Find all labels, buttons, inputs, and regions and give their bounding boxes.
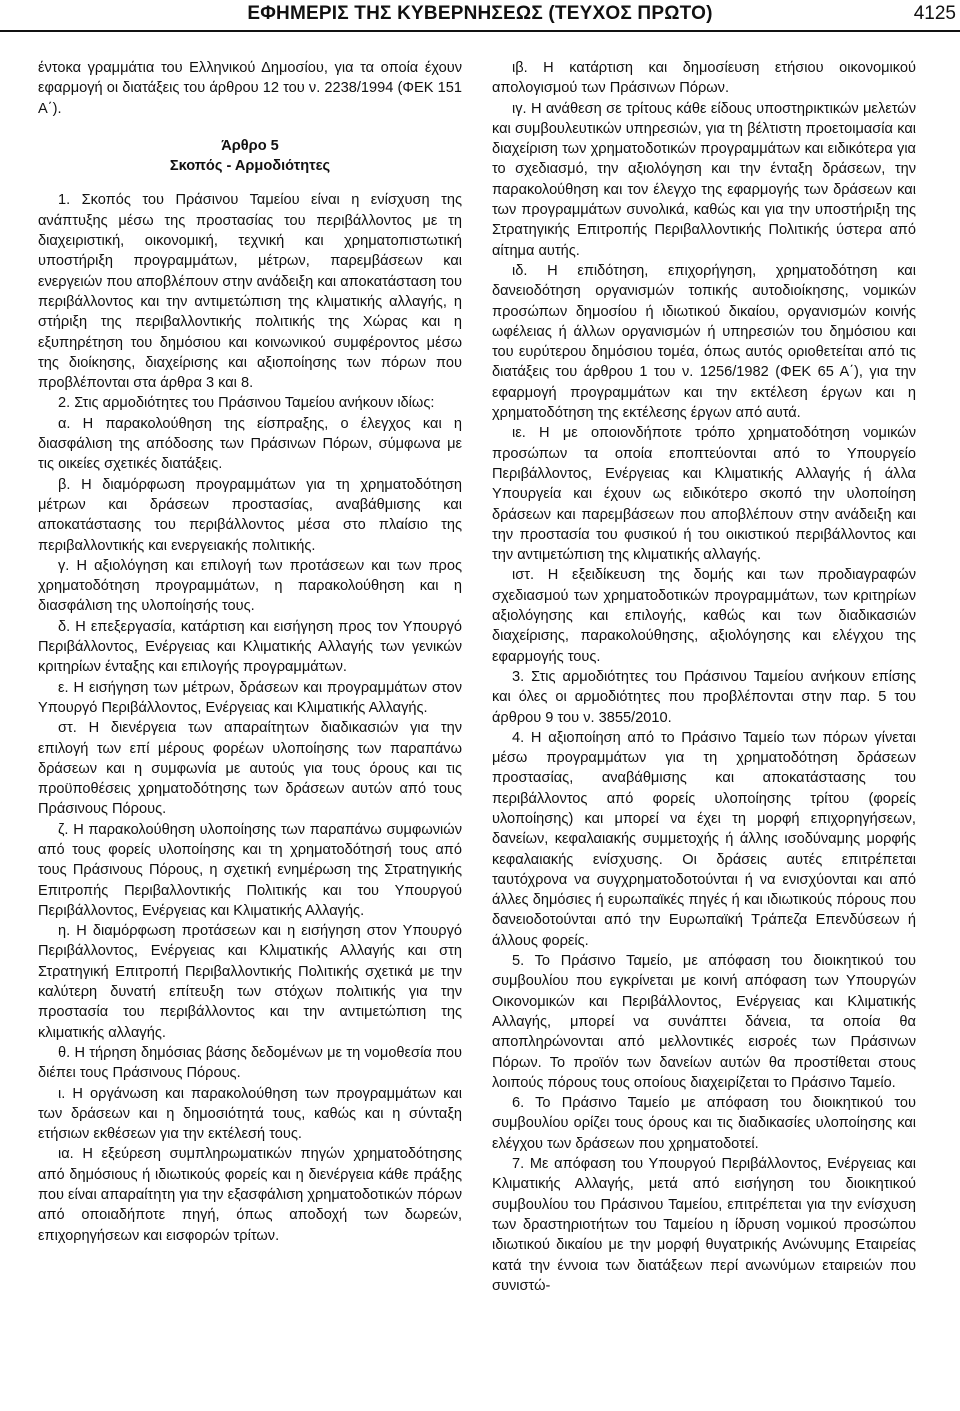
paragraph: δ. Η επεξεργασία, κατάρτιση και εισήγηση προς τον Υπουργό Περιβάλλοντος, Ενέργειας και Κλιματικής Αλλαγής των γενικών κριτηρίων ένταξης και επιλογής προγραμμάτων.: [38, 618, 462, 676]
paragraph: 4. Η αξιοποίηση από το Πράσινο Ταμείο των πόρων γίνεται μέσω προγραμμάτων για τη χρηματοδότηση δράσεων προστασίας, αναβάθμισης και αποκατάστασης του περιβάλλοντος από φορείς υλοποίησης τρίτου (φορείς υλοποίησης) και μπορεί να έχει τη μορφή επιχορηγήσεων, δανείων, κεφαλαιακής συμμετοχής ή άλλης ισοδύναμης μορφής κεφαλαιακής ενίσχυσης. Οι δράσεις αυτές επιτρέπεται ταυτόχρονα να συγχρηματοδοτούνται ή να ενισχύονται και από άλλες δημόσιες ή ευρωπαϊκές πηγές ή και ιδιωτικούς πόρους που δανειοδοτούνται από την Ευρωπαϊκή Τράπεζα Επενδύσεων ή άλλους φορείς.: [492, 729, 916, 949]
paragraph: στ. Η διενέργεια των απαραίτητων διαδικασιών για την επιλογή των επί μέρους φορέων υλοποίησης των παραπάνω δράσεων και η συμφωνία με αυτούς για τους όρους και τις προϋποθέσεις χρηματοδότησης των δράσεων αυτών από τους Πράσινους Πόρους.: [38, 720, 462, 818]
paragraph: 5. Το Πράσινο Ταμείο, με απόφαση του διοικητικού του συμβουλίου που εγκρίνεται με κοινή απόφαση των Υπουργών Οικονομικών και Περιβάλλοντος, Ενέργειας και Κλιματικής Αλλαγής, μπορεί να συνάπτει δάνεια, τα οποία θα αποπληρώνονται από μελλοντικές εισροές των Πράσινων Πόρων. Το προϊόν των δανείων αυτών θα προστίθεται στους λοιπούς πόρους τους οποίους διαχειρίζεται το Πράσινο Ταμείο.: [492, 953, 916, 1091]
paragraph: 3. Στις αρμοδιότητες του Πράσινου Ταμείου ανήκουν επίσης και όλες οι αρμοδιότητες που προβλέπονται στην παρ. 5 του άρθρου 9 του ν. 3855/2010.: [492, 668, 916, 726]
paragraph: θ. Η τήρηση δημόσιας βάσης δεδομένων με τη νομοθεσία που διέπει τους Πράσινους Πόρους.: [38, 1044, 462, 1082]
intro-paragraph: έντοκα γραμμάτια του Ελληνικού Δημοσίου, για τα οποία έχουν εφαρμογή οι διατάξεις του άρθρου 12 του ν. 2238/1994 (ΦΕΚ 151 Α΄).: [38, 60, 462, 117]
article-subtitle: Σκοπός - Αρμοδιότητες: [169, 158, 331, 175]
paragraph: ι. Η οργάνωση και παρακολούθηση των προγραμμάτων και των δράσεων και η δημοσιότητά τους, καθώς και η σύνταξη ετήσιων εκθέσεων για την εκτέλεσή τους.: [38, 1085, 462, 1143]
paragraph: ζ. Η παρακολούθηση υλοποίησης των παραπάνω συμφωνιών από τους φορείς υλοποίησης και τη χρηματοδότησή τους από τους Πράσινους Πόρους, η σχετική ενημέρωση της Στρατηγικής Επιτροπής Περιβαλλοντικής Πολιτικής και του Υπουργού Περιβάλλοντος, Ενέργειας και Κλιματικής Αλλαγής.: [38, 821, 462, 919]
paragraph: ιβ. Η κατάρτιση και δημοσίευση ετήσιου οικονομικού απολογισμού των Πράσινων Πόρων.: [492, 60, 916, 97]
gazette-title: ΕΦΗΜΕΡΙΣ ΤΗΣ ΚΥΒΕΡΝΗΣΕΩΣ (ΤΕΥΧΟΣ ΠΡΩΤΟ): [247, 3, 713, 24]
paragraph: ιδ. Η επιδότηση, επιχορήγηση, χρηματοδότηση και δανειοδότηση οργανισμών τοπικής αυτοδιοίκησης, νομικών προσώπων δημοσίου ή ιδιωτικού δικαίου, οργανισμών κοινής ωφέλειας ή άλλων οργανισμών ή υπηρεσιών του δημόσιου και του ευρύτερου δημόσιου τομέα, όπως αυτός οριοθετείται από τις διατάξεις του άρθρου 1 του ν. 1256/1982 (ΦΕΚ 65 Α΄), για την εφαρμογή προγραμμάτων και την εκτέλεση έργων και η χρηματοδότηση της εκτέλεσης έργων από αυτά.: [492, 262, 916, 422]
page-number: 4125: [913, 3, 956, 24]
page-header: [0, 0, 960, 28]
paragraph: ιγ. Η ανάθεση σε τρίτους κάθε είδους υποστηρικτικών μελετών και συμβουλευτικών υπηρεσιών, για τη βέλτιστη προετοιμασία και διαχείριση των χρηματοδοτικών προγραμμάτων και ειδικότερα για το σχεδιασμό, την αξιολόγηση και την ένταξη δράσεων, την παρακολούθηση και τον έλεγχο της εφαρμογής των δράσεων και των προγραμμάτων συνολικά, καθώς και για την υποστήριξη της Στρατηγικής Επιτροπής Περιβαλλοντικής Πολιτικής ύστερα από αίτημα αυτής.: [492, 100, 916, 259]
paragraph: ε. Η εισήγηση των μέτρων, δράσεων και προγραμμάτων στον Υπουργό Περιβάλλοντος, Ενέργειας και Κλιματικής Αλλαγής.: [38, 679, 462, 716]
paragraph: ιε. Η με οποιονδήποτε τρόπο χρηματοδότηση νομικών προσώπων τα οποία εποπτεύονται από το Υπουργείο Περιβάλλοντος, Ενέργειας και Κλιματικής Αλλαγής ή άλλα Υπουργεία και έχουν ως ειδικότερο σκοπό την υλοποίηση δράσεων και παρεμβάσεων που αποβλέπουν στην ανάδειξη και την προστασία του φυσικού ή του οικιστικού περιβάλλοντος και την αντιμετώπιση της κλιματικής αλλαγής.: [492, 425, 916, 564]
paragraph: 1. Σκοπός του Πράσινου Ταμείου είναι η ενίσχυση της ανάπτυξης μέσω της προστασίας του περιβάλλοντος με τη διαχειριστική, οικονομική, τεχνική και χρηματοπιστωτική υποστήριξη προγραμμάτων, μέτρων, παρεμβάσεων και ενεργειών που αποβλέπουν στην ανάδειξη και αποκατάσταση του περιβάλλοντος και την αντιμετώπιση της κλιματικής αλλαγής, η στήριξη της περιβαλλοντικής πολιτικής της Χώρας και η εξυπηρέτηση του δημόσιου και κοινωνικού συμφέροντος μέσω της διοίκησης, διαχείρισης και αξιοποίησης των πόρων που προβλέπονται στα άρθρα 3 και 8.: [38, 192, 462, 392]
article-title: Άρθρο 5: [221, 137, 279, 154]
paragraph: 2. Στις αρμοδιότητες του Πράσινου Ταμείου ανήκουν ιδίως:: [58, 395, 435, 412]
header-rule: [0, 30, 960, 32]
paragraph: α. Η παρακολούθηση της είσπραξης, ο έλεγχος και η διασφάλιση της απόδοσης των Πράσινων Πόρων, σύμφωνα με τις οικείες σχετικές διατάξεις.: [38, 415, 462, 473]
paragraph: 7. Με απόφαση του Υπουργού Περιβάλλοντος, Ενέργειας και Κλιματικής Αλλαγής, μετά από εισήγηση του διοικητικού συμβουλίου του Πράσινου Ταμείου, επιτρέπεται για την ενίσχυση των δραστηριοτήτων του Ταμείου η ίδρυση νομικού προσώπου ιδιωτικού δικαίου με την μορφή θυγατρικής Ανώνυμης Εταιρείας κατά την έννοια των διατάξεων περί ανωνύμων εταιρειών που συνιστώ-: [492, 1156, 916, 1294]
right-column: [492, 58, 916, 1296]
paragraph: η. Η διαμόρφωση προτάσεων και η εισήγηση στον Υπουργό Περιβάλλοντος, Ενέργειας και Κλιματικής Αλλαγής και στη Στρατηγική Επιτροπή Περιβαλλοντικής Πολιτικής σχετικά με την καλύτερη δυνατή επίτευξη των στόχων πολιτικής για την προστασία του περιβάλλοντος και την αντιμετώπιση της κλιματικής αλλαγής.: [38, 923, 462, 1041]
paragraph: β. Η διαμόρφωση προγραμμάτων για τη χρηματοδότηση μέτρων και δράσεων προστασίας, αναβάθμισης και αποκατάστασης του περιβάλλοντος μέσα στο πλαίσιο της περιβαλλοντικής και ενεργειακής πολιτικής.: [38, 476, 462, 554]
paragraph: ιστ. Η εξειδίκευση της δομής και των προδιαγραφών σχεδιασμού των χρηματοδοτικών προγραμμάτων, των κριτηρίων αξιολόγησης και επιλογής, καθώς και των διαδικασιών διαχείρισης, παρακολούθησης, αξιολόγησης και ελέγχου της εφαρμογής τους.: [492, 567, 916, 665]
left-column: [38, 58, 462, 1246]
paragraph: 6. Το Πράσινο Ταμείο με απόφαση του διοικητικού του συμβουλίου ορίζει τους όρους και τις διαδικασίες υλοποίησης και ελέγχου των δράσεων που χρηματοδοτεί.: [492, 1095, 916, 1152]
paragraph: ια. Η εξεύρεση συμπληρωματικών πηγών χρηματοδότησης από δημόσιους ή ιδιωτικούς φορείς και η διενέργεια κάθε πράξης που είναι απαραίτητη για την εξασφάλιση χρηματοδοτικών πόρων από οποιαδήποτε πηγή, όπως αποδοχή των δωρεών, επιχορηγήσεων και εισφορών τρίτων.: [38, 1146, 462, 1244]
paragraph: γ. Η αξιολόγηση και επιλογή των προτάσεων και των προς χρηματοδότηση προγραμμάτων, η παρακολούθηση και η διασφάλιση της υλοποίησής τους.: [38, 557, 462, 615]
